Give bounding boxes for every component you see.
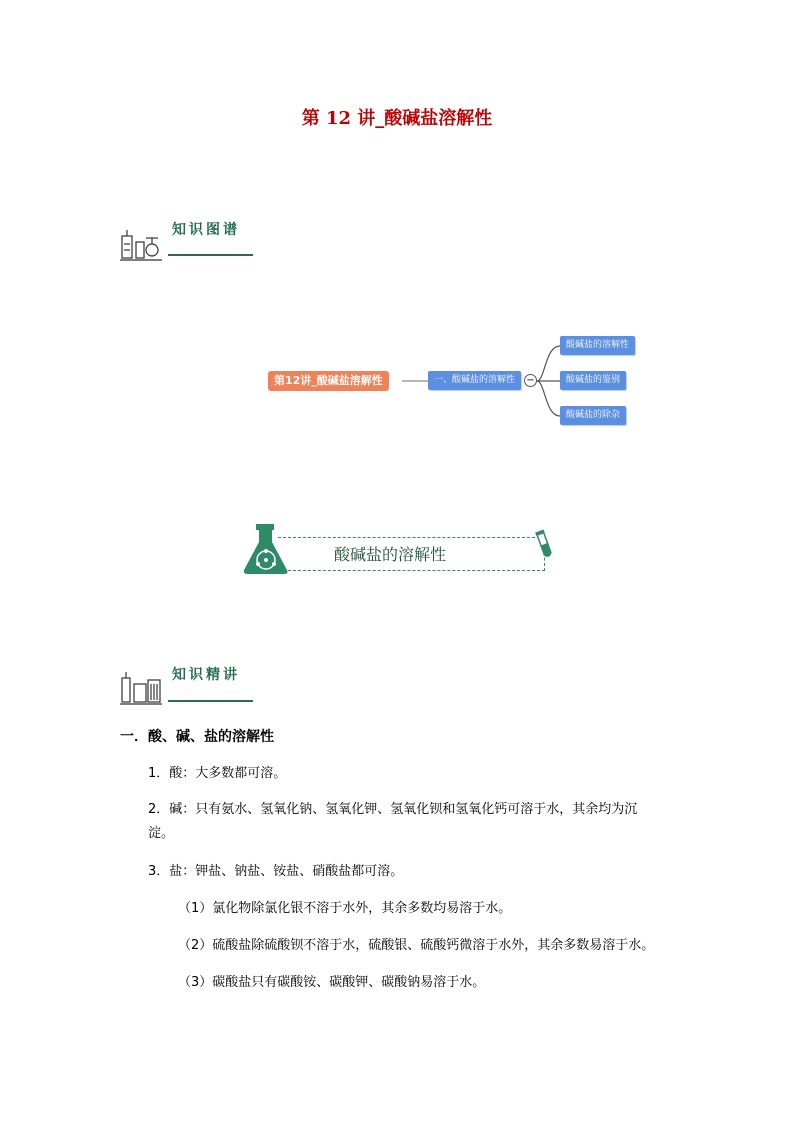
sub-list-item: （1）氯化物除氯化银不溶于水外，其余多数均易溶于水。 <box>178 901 512 916</box>
mindmap-root-node[interactable]: 第12讲_酸碱盐溶解性 <box>268 371 389 391</box>
section-map-title: 知识图谱 <box>172 222 240 238</box>
mindmap-branch-node[interactable]: 一、酸碱盐的溶解性 <box>428 371 521 390</box>
content-heading: 一．酸、碱、盐的溶解性 <box>120 729 274 745</box>
page-title: 第 12 讲_酸碱盐溶解性 <box>301 108 493 129</box>
list-item: 3．盐：钾盐、钠盐、铵盐、硝酸盐都可溶。 <box>148 864 404 879</box>
section-explain-title: 知识精讲 <box>172 667 240 683</box>
collapse-toggle-button[interactable]: − <box>524 374 537 387</box>
list-item: 2．碱：只有氨水、氢氧化钠、氢氧化钾、氢氧化钡和氢氧化钙可溶于水，其余均为沉 <box>148 802 638 817</box>
section-explain-underline <box>168 700 253 702</box>
list-item: 1．酸：大多数都可溶。 <box>148 766 287 781</box>
lab-equipment-icon <box>118 670 166 710</box>
sub-list-item: （2）硫酸盐除硫酸钡不溶于水，硫酸银、硫酸钙微溶于水外，其余多数易溶于水。 <box>178 938 655 953</box>
section-explain-header <box>118 670 166 714</box>
mindmap <box>260 330 660 430</box>
sub-list-item: （3）碳酸盐只有碳酸铵、碳酸钾、碳酸钠易溶于水。 <box>178 975 486 990</box>
flask-icon <box>240 522 292 576</box>
section-banner <box>240 522 560 576</box>
list-item-continued: 淀。 <box>148 826 175 841</box>
test-tube-icon <box>534 528 556 562</box>
section-map-underline <box>168 254 253 256</box>
mindmap-child-node[interactable]: 酸碱盐的溶解性 <box>560 336 635 355</box>
mindmap-child-node[interactable]: 酸碱盐的除杂 <box>560 406 626 425</box>
section-map-header <box>118 226 166 270</box>
banner-title: 酸碱盐的溶解性 <box>334 545 447 564</box>
mindmap-child-node[interactable]: 酸碱盐的鉴别 <box>560 371 626 390</box>
lab-equipment-icon <box>118 226 166 266</box>
